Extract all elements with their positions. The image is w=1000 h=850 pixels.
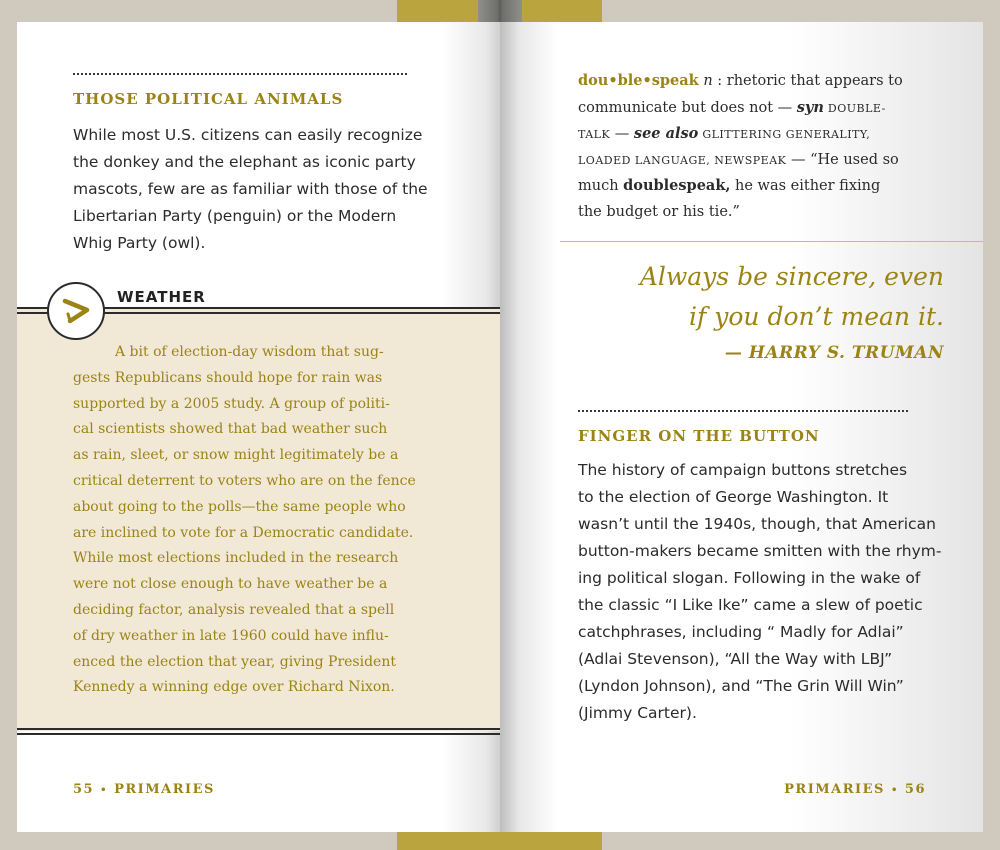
sidebar-line: Libertarian Party (penguin) or the Modern [73,207,397,225]
page-footer-right [784,782,926,797]
weather-bottom-rule-inner [17,733,500,735]
part-of-speech: n [703,73,713,89]
see-also-label: see also [633,125,699,142]
definition-text: communicate but does not — [578,99,797,116]
page-number: 55 [73,782,95,797]
weather-line: of dry weather in late 1960 could have influ- [73,627,389,644]
weather-line: about going to the polls—the same people who [73,498,406,515]
headword: dou•ble•speak [578,72,699,89]
weather-line: critical deterrent to voters who are on the fence [73,472,416,489]
example-text: — “He used so [786,151,899,168]
section-line: ing political slogan. Following in the wake of [578,569,921,587]
dotted-divider [578,410,908,412]
example-text: the budget or his tie.” [578,203,740,220]
section-line: button-makers became smitten with the rhym- [578,542,942,560]
section-line: catchphrases, including “ Madly for Adlai” [578,623,904,641]
weather-line: gests Republicans should hope for rain was [73,369,383,386]
section-line: to the election of George Washington. It [578,488,889,506]
weather-line: cal scientists showed that bad weather such [73,421,388,438]
weather-line: enced the election that year, giving President [73,653,396,670]
weather-line: as rain, sleet, or snow might legitimately be a [73,447,399,464]
footer-bullet: • [890,785,899,796]
weather-bottom-rule [17,728,500,730]
quote-line: Always be sincere, even [639,262,944,291]
section-line: (Lyndon Johnson), and “The Grin Will Win” [578,677,904,695]
page-number: 56 [904,782,926,797]
right-page [500,22,983,832]
weather-badge [47,282,105,340]
section-line: (Jimmy Carter). [578,704,697,722]
weather-line: A bit of election-day wisdom that sug- [115,344,384,360]
definition-divider [560,241,983,242]
page-footer-left [73,782,215,797]
ribbon-bottom [397,832,602,850]
weather-text [73,340,426,701]
sidebar-line: Whig Party (owl). [73,234,206,252]
sidebar-line: mascots, few are as familiar with those of the [73,180,428,198]
syn-label: syn [796,98,824,116]
synonym: DOUBLE- [823,101,886,115]
see-also-terms: LOADED LANGUAGE, NEWSPEAK [578,153,787,167]
weather-line: Kennedy a winning edge over Richard Nixon. [73,679,395,696]
weather-line: deciding factor, analysis revealed that a spell [73,601,395,618]
chevron-arrow-icon [60,295,92,327]
sidebar-line: the donkey and the elephant as iconic party [73,153,416,171]
weather-title: WEATHER [117,288,206,306]
quote-attribution: — HARRY S. TRUMAN [724,343,944,363]
section-heading: FINGER ON THE BUTTON [578,427,820,445]
see-also-terms: GLITTERING GENERALITY, [698,128,871,141]
definition-text: : rhetoric that appears to [712,73,903,89]
left-page [17,22,500,832]
separator: — [610,126,634,142]
section-line: The history of campaign buttons stretches [578,461,908,479]
dotted-divider [73,73,407,75]
footer-section: PRIMARIES [114,782,215,797]
section-line: wasn’t until the 1940s, though, that American [578,515,936,533]
sidebar-heading: THOSE POLITICAL ANIMALS [73,90,344,108]
dictionary-definition [578,68,923,225]
quote-line: if you don’t mean it. [689,302,944,331]
example-bold: doublespeak, [623,177,731,194]
weather-line: While most elections included in the research [73,550,399,567]
section-line: the classic “I Like Ike” came a slew of poetic [578,596,923,614]
footer-section: PRIMARIES [784,782,885,797]
weather-line: are inclined to vote for a Democratic candidate. [73,524,414,541]
example-text: he was either fixing [730,178,881,194]
footer-bullet: • [100,785,109,796]
weather-line: supported by a 2005 study. A group of politi- [73,395,390,412]
weather-line: were not close enough to have weather be a [73,576,388,593]
synonym: TALK [578,128,611,141]
sidebar-line: While most U.S. citizens can easily recognize [73,126,423,144]
example-text: much [578,178,624,194]
section-line: (Adlai Stevenson), “All the Way with LBJ” [578,650,893,668]
